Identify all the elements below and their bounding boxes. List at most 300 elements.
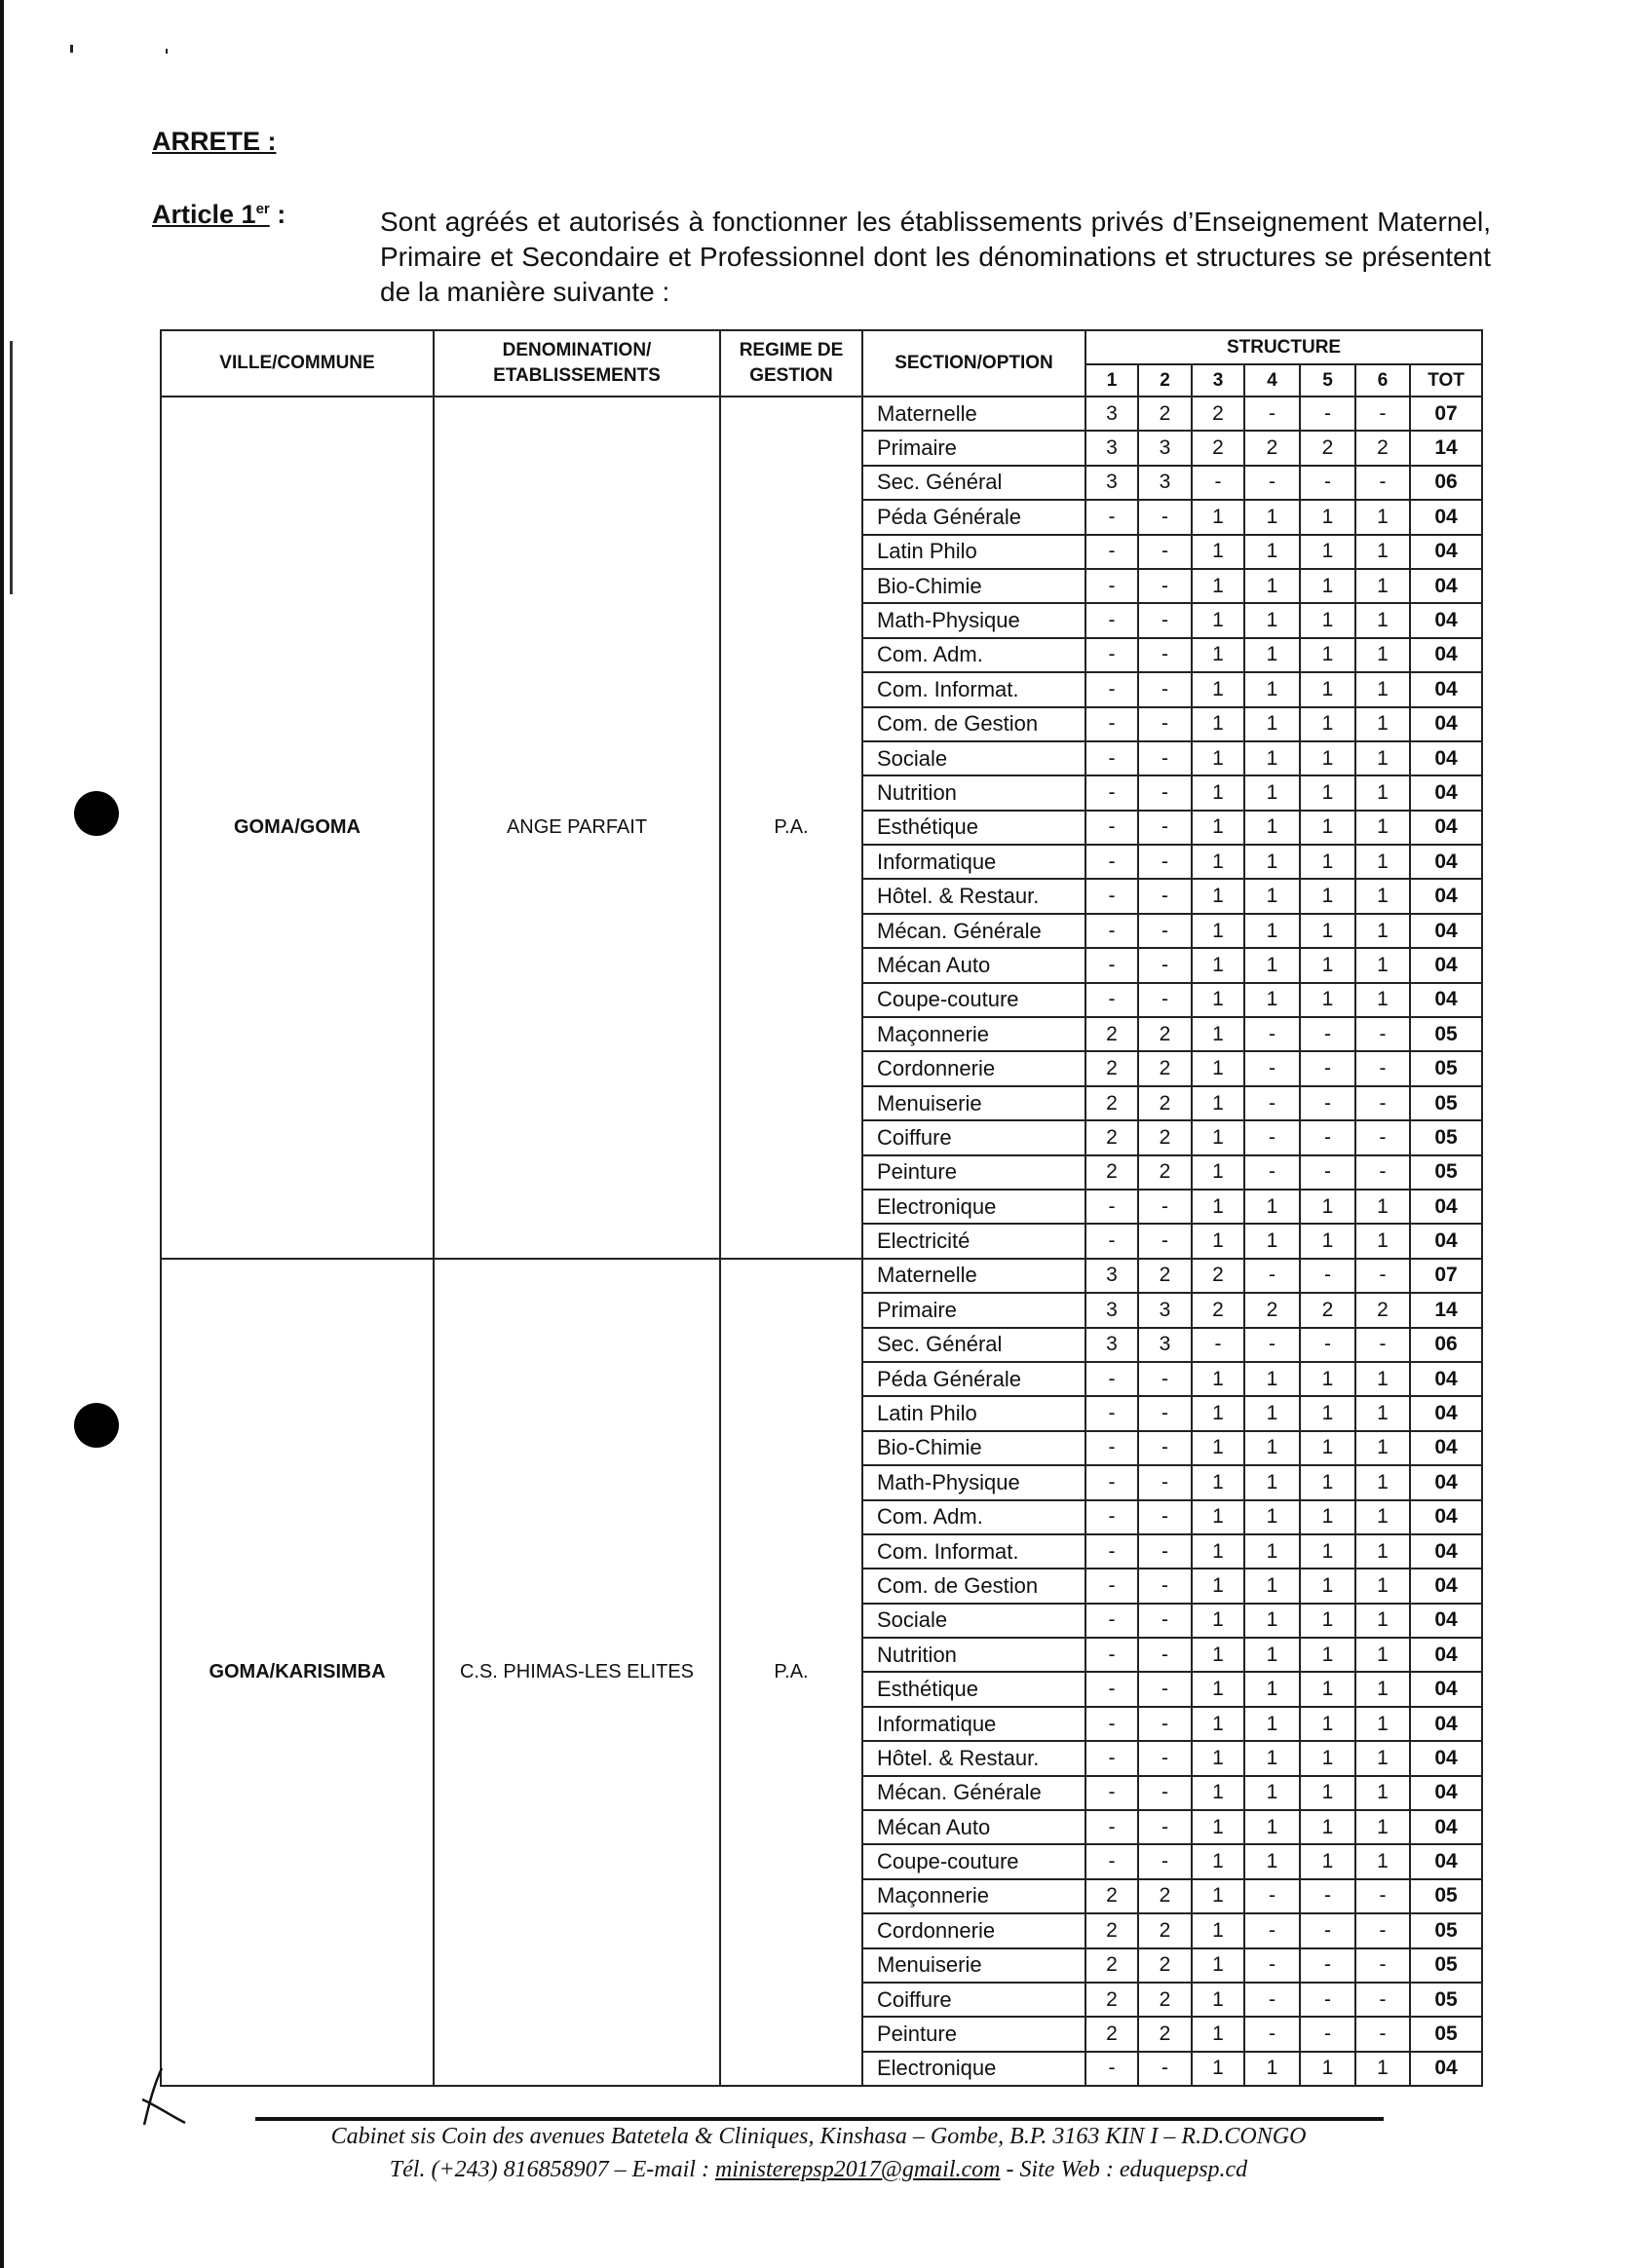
punch-hole — [74, 791, 119, 836]
structure-cell-4: 1 — [1244, 1465, 1300, 1499]
section-option-cell: Com. de Gestion — [862, 1569, 1085, 1603]
section-option-cell: Mécan Auto — [862, 1810, 1085, 1844]
structure-cell-1: - — [1085, 1741, 1138, 1775]
structure-cell-6: 1 — [1355, 707, 1410, 741]
structure-cell-6: 1 — [1355, 1604, 1410, 1638]
structure-cell-2: - — [1138, 638, 1192, 672]
structure-cell-5: - — [1300, 1948, 1355, 1983]
structure-cell-4: - — [1244, 1879, 1300, 1913]
structure-cell-1: 2 — [1085, 2017, 1138, 2051]
structure-cell-2: - — [1138, 1707, 1192, 1741]
structure-cell-5: 1 — [1300, 1534, 1355, 1569]
section-option-cell: Peinture — [862, 1155, 1085, 1190]
structure-cell-3: 1 — [1192, 1500, 1244, 1534]
structure-cell-1: - — [1085, 603, 1138, 637]
structure-cell-5: 1 — [1300, 1396, 1355, 1430]
total-cell: 04 — [1410, 845, 1482, 879]
structure-cell-2: - — [1138, 1844, 1192, 1878]
structure-cell-6: 1 — [1355, 1431, 1410, 1465]
structure-cell-2: 2 — [1138, 397, 1192, 431]
total-cell: 04 — [1410, 1741, 1482, 1775]
punch-hole — [74, 1403, 119, 1448]
structure-cell-1: - — [1085, 2052, 1138, 2086]
structure-cell-2: - — [1138, 707, 1192, 741]
structure-cell-6: - — [1355, 1086, 1410, 1120]
structure-cell-2: 2 — [1138, 1259, 1192, 1293]
structure-cell-1: 2 — [1085, 1913, 1138, 1947]
header-col-5: 5 — [1300, 364, 1355, 397]
structure-cell-6: - — [1355, 1051, 1410, 1085]
structure-cell-3: 1 — [1192, 1362, 1244, 1396]
structure-cell-3: 1 — [1192, 775, 1244, 810]
structure-cell-2: 2 — [1138, 1983, 1192, 2017]
structure-cell-1: - — [1085, 983, 1138, 1017]
structure-cell-5: 2 — [1300, 431, 1355, 465]
structure-cell-4: - — [1244, 1017, 1300, 1051]
total-cell: 04 — [1410, 707, 1482, 741]
group-ville: GOMA/GOMA — [161, 397, 434, 1259]
header-regime-line2: GESTION — [749, 365, 833, 386]
structure-cell-1: 2 — [1085, 1086, 1138, 1120]
header-col-4: 4 — [1244, 364, 1300, 397]
structure-cell-5: 1 — [1300, 1844, 1355, 1878]
structure-cell-6: 2 — [1355, 431, 1410, 465]
structure-cell-2: 3 — [1138, 466, 1192, 500]
structure-cell-3: 2 — [1192, 397, 1244, 431]
structure-cell-5: 1 — [1300, 1672, 1355, 1706]
structure-cell-2: - — [1138, 1431, 1192, 1465]
structure-cell-5: 1 — [1300, 983, 1355, 1017]
structure-cell-6: - — [1355, 2017, 1410, 2051]
structure-cell-2: 2 — [1138, 1017, 1192, 1051]
header-regime — [720, 330, 862, 397]
structure-cell-4: 1 — [1244, 914, 1300, 948]
total-cell: 05 — [1410, 1948, 1482, 1983]
structure-cell-4: - — [1244, 466, 1300, 500]
article-label — [152, 200, 286, 230]
structure-cell-5: - — [1300, 466, 1355, 500]
total-cell: 05 — [1410, 1051, 1482, 1085]
structure-cell-1: 3 — [1085, 1259, 1138, 1293]
total-cell: 04 — [1410, 948, 1482, 982]
structure-cell-6: 2 — [1355, 1293, 1410, 1327]
article-label-sup: er — [255, 201, 270, 217]
structure-cell-3: 1 — [1192, 1948, 1244, 1983]
structure-cell-1: - — [1085, 1604, 1138, 1638]
structure-cell-2: - — [1138, 603, 1192, 637]
section-option-cell: Péda Générale — [862, 500, 1085, 534]
structure-cell-5: 1 — [1300, 1190, 1355, 1224]
section-option-cell: Esthétique — [862, 1672, 1085, 1706]
structure-cell-3: 1 — [1192, 1672, 1244, 1706]
structure-cell-1: 2 — [1085, 1948, 1138, 1983]
section-option-cell: Maternelle — [862, 1259, 1085, 1293]
structure-cell-3: 1 — [1192, 1844, 1244, 1878]
structure-cell-2: - — [1138, 741, 1192, 775]
structure-cell-4: 1 — [1244, 1672, 1300, 1706]
section-option-cell: Primaire — [862, 1293, 1085, 1327]
structure-cell-2: - — [1138, 569, 1192, 603]
structure-cell-2: - — [1138, 948, 1192, 982]
structure-cell-4: - — [1244, 1086, 1300, 1120]
table-row — [161, 1259, 1482, 1293]
structure-cell-4: 1 — [1244, 1638, 1300, 1672]
structure-cell-2: 2 — [1138, 1155, 1192, 1190]
footer-address: Cabinet sis Coin des avenues Batetela & Cliniques, Kinshasa – Gombe, B.P. 3163 KIN I – R.D.CONGO — [330, 2124, 1307, 2149]
structure-cell-1: 2 — [1085, 1983, 1138, 2017]
structure-cell-4: 1 — [1244, 1741, 1300, 1775]
structure-cell-6: 1 — [1355, 1776, 1410, 1810]
total-cell: 04 — [1410, 1776, 1482, 1810]
structure-cell-3: 1 — [1192, 1465, 1244, 1499]
structure-cell-6: 1 — [1355, 845, 1410, 879]
section-option-cell: Menuiserie — [862, 1948, 1085, 1983]
structure-cell-1: - — [1085, 1810, 1138, 1844]
structure-cell-1: 2 — [1085, 1120, 1138, 1154]
structure-cell-3: 1 — [1192, 1810, 1244, 1844]
structure-cell-3: 1 — [1192, 1879, 1244, 1913]
structure-cell-6: 1 — [1355, 1741, 1410, 1775]
structure-cell-1: - — [1085, 672, 1138, 706]
section-option-cell: Coiffure — [862, 1983, 1085, 2017]
structure-cell-3: 1 — [1192, 535, 1244, 569]
structure-cell-5: - — [1300, 1913, 1355, 1947]
structure-cell-1: - — [1085, 1362, 1138, 1396]
structure-cell-4: 1 — [1244, 707, 1300, 741]
structure-cell-4: - — [1244, 2017, 1300, 2051]
structure-cell-2: 3 — [1138, 431, 1192, 465]
structure-cell-2: - — [1138, 1396, 1192, 1430]
structure-cell-1: 3 — [1085, 466, 1138, 500]
structure-cell-4: 1 — [1244, 1534, 1300, 1569]
section-option-cell: Cordonnerie — [862, 1913, 1085, 1947]
structure-cell-1: - — [1085, 1844, 1138, 1878]
structure-cell-4: - — [1244, 1948, 1300, 1983]
structure-cell-4: - — [1244, 1259, 1300, 1293]
total-cell: 04 — [1410, 1672, 1482, 1706]
total-cell: 05 — [1410, 2017, 1482, 2051]
structure-cell-4: - — [1244, 1328, 1300, 1362]
structure-cell-6: - — [1355, 1017, 1410, 1051]
total-cell: 07 — [1410, 1259, 1482, 1293]
structure-cell-6: 1 — [1355, 741, 1410, 775]
structure-cell-5: 1 — [1300, 569, 1355, 603]
structure-cell-5: 1 — [1300, 811, 1355, 845]
header-col-tot: TOT — [1410, 364, 1482, 397]
structure-cell-6: 1 — [1355, 948, 1410, 982]
structure-cell-6: 1 — [1355, 879, 1410, 913]
structure-cell-1: - — [1085, 1396, 1138, 1430]
total-cell: 05 — [1410, 1983, 1482, 2017]
section-option-cell: Coupe-couture — [862, 1844, 1085, 1878]
structure-cell-1: - — [1085, 500, 1138, 534]
structure-cell-2: 2 — [1138, 1086, 1192, 1120]
structure-cell-5: 1 — [1300, 1569, 1355, 1603]
structure-cell-1: - — [1085, 1672, 1138, 1706]
structure-cell-1: - — [1085, 1707, 1138, 1741]
structure-cell-1: - — [1085, 1776, 1138, 1810]
structure-cell-2: 2 — [1138, 1948, 1192, 1983]
total-cell: 06 — [1410, 1328, 1482, 1362]
structure-cell-3: 1 — [1192, 1051, 1244, 1085]
structure-cell-3: 1 — [1192, 1741, 1244, 1775]
structure-cell-4: 1 — [1244, 2052, 1300, 2086]
section-option-cell: Bio-Chimie — [862, 1431, 1085, 1465]
structure-cell-6: 1 — [1355, 1190, 1410, 1224]
footer-contact — [224, 2157, 1413, 2183]
structure-cell-5: 1 — [1300, 672, 1355, 706]
footer-rule — [255, 2117, 1384, 2121]
structure-cell-5: 1 — [1300, 1638, 1355, 1672]
structure-cell-3: 1 — [1192, 1534, 1244, 1569]
structure-cell-6: 1 — [1355, 1362, 1410, 1396]
structure-cell-3: 1 — [1192, 1155, 1244, 1190]
section-option-cell: Primaire — [862, 431, 1085, 465]
structure-cell-6: 1 — [1355, 1224, 1410, 1258]
section-option-cell: Peinture — [862, 2017, 1085, 2051]
structure-cell-6: 1 — [1355, 811, 1410, 845]
section-option-cell: Maçonnerie — [862, 1017, 1085, 1051]
structure-cell-5: - — [1300, 1017, 1355, 1051]
structure-cell-2: - — [1138, 914, 1192, 948]
structure-cell-6: - — [1355, 1328, 1410, 1362]
scan-speck — [166, 49, 168, 54]
section-option-cell: Informatique — [862, 1707, 1085, 1741]
section-option-cell: Com. Adm. — [862, 1500, 1085, 1534]
total-cell: 07 — [1410, 397, 1482, 431]
structure-cell-6: - — [1355, 1913, 1410, 1947]
section-option-cell: Hôtel. & Restaur. — [862, 1741, 1085, 1775]
structure-cell-1: - — [1085, 1224, 1138, 1258]
structure-cell-4: 1 — [1244, 603, 1300, 637]
structure-cell-1: - — [1085, 775, 1138, 810]
header-denomination-line2: ETABLISSEMENTS — [493, 365, 661, 386]
total-cell: 05 — [1410, 1155, 1482, 1190]
structure-cell-6: 1 — [1355, 775, 1410, 810]
structure-cell-6: - — [1355, 1879, 1410, 1913]
structure-cell-4: - — [1244, 1983, 1300, 2017]
total-cell: 04 — [1410, 775, 1482, 810]
section-option-cell: Mécan. Générale — [862, 1776, 1085, 1810]
group-regime: P.A. — [720, 1259, 862, 2086]
total-cell: 04 — [1410, 2052, 1482, 2086]
total-cell: 06 — [1410, 466, 1482, 500]
structure-cell-6: - — [1355, 1948, 1410, 1983]
structure-cell-1: - — [1085, 845, 1138, 879]
header-regime-line1: REGIME DE — [739, 340, 844, 360]
structure-cell-3: 1 — [1192, 1017, 1244, 1051]
structure-cell-6: - — [1355, 466, 1410, 500]
structure-cell-1: 2 — [1085, 1017, 1138, 1051]
structure-cell-6: 1 — [1355, 535, 1410, 569]
structure-cell-5: 1 — [1300, 1362, 1355, 1396]
structure-cell-2: - — [1138, 1500, 1192, 1534]
section-option-cell: Com. Informat. — [862, 672, 1085, 706]
structure-cell-5: 1 — [1300, 1431, 1355, 1465]
structure-cell-6: 1 — [1355, 983, 1410, 1017]
structure-cell-3: 1 — [1192, 707, 1244, 741]
structure-cell-2: 3 — [1138, 1328, 1192, 1362]
total-cell: 04 — [1410, 914, 1482, 948]
structure-cell-4: 1 — [1244, 811, 1300, 845]
structure-cell-5: 1 — [1300, 914, 1355, 948]
structure-cell-1: - — [1085, 741, 1138, 775]
structure-cell-3: 1 — [1192, 1224, 1244, 1258]
structure-cell-3: 1 — [1192, 638, 1244, 672]
structure-cell-2: - — [1138, 1604, 1192, 1638]
structure-cell-4: 1 — [1244, 672, 1300, 706]
total-cell: 04 — [1410, 535, 1482, 569]
structure-cell-3: 1 — [1192, 1707, 1244, 1741]
total-cell: 04 — [1410, 879, 1482, 913]
structure-cell-4: 1 — [1244, 1569, 1300, 1603]
group-denomination: ANGE PARFAIT — [434, 397, 720, 1259]
total-cell: 14 — [1410, 431, 1482, 465]
total-cell: 04 — [1410, 1500, 1482, 1534]
structure-cell-1: 3 — [1085, 1293, 1138, 1327]
structure-cell-3: 1 — [1192, 1086, 1244, 1120]
structure-table — [160, 329, 1483, 2087]
structure-cell-1: - — [1085, 535, 1138, 569]
footer-email-link[interactable]: ministerepsp2017@gmail.com — [714, 2157, 1001, 2182]
total-cell: 04 — [1410, 1638, 1482, 1672]
total-cell: 04 — [1410, 1534, 1482, 1569]
structure-cell-1: - — [1085, 1465, 1138, 1499]
total-cell: 04 — [1410, 1569, 1482, 1603]
total-cell: 04 — [1410, 1362, 1482, 1396]
structure-cell-4: 1 — [1244, 1190, 1300, 1224]
footer-website: - Site Web : eduquepsp.cd — [1000, 2157, 1248, 2182]
structure-cell-4: 1 — [1244, 1810, 1300, 1844]
header-col-2: 2 — [1138, 364, 1192, 397]
structure-cell-3: 1 — [1192, 811, 1244, 845]
structure-cell-6: 1 — [1355, 1707, 1410, 1741]
structure-cell-6: 1 — [1355, 1534, 1410, 1569]
structure-cell-6: 1 — [1355, 1810, 1410, 1844]
structure-cell-5: 1 — [1300, 500, 1355, 534]
structure-cell-6: - — [1355, 1120, 1410, 1154]
section-option-cell: Hôtel. & Restaur. — [862, 879, 1085, 913]
section-option-cell: Com. de Gestion — [862, 707, 1085, 741]
structure-cell-6: - — [1355, 1983, 1410, 2017]
section-option-cell: Math-Physique — [862, 603, 1085, 637]
structure-cell-2: - — [1138, 500, 1192, 534]
scan-speck — [70, 45, 73, 53]
structure-cell-2: - — [1138, 1190, 1192, 1224]
structure-cell-3: 1 — [1192, 914, 1244, 948]
section-option-cell: Math-Physique — [862, 1465, 1085, 1499]
total-cell: 04 — [1410, 1844, 1482, 1878]
structure-cell-1: 3 — [1085, 1328, 1138, 1362]
total-cell: 04 — [1410, 603, 1482, 637]
structure-cell-2: - — [1138, 983, 1192, 1017]
structure-cell-5: - — [1300, 1086, 1355, 1120]
total-cell: 04 — [1410, 569, 1482, 603]
structure-cell-3: 2 — [1192, 1293, 1244, 1327]
structure-cell-3: - — [1192, 1328, 1244, 1362]
structure-cell-1: - — [1085, 1431, 1138, 1465]
structure-cell-4: 1 — [1244, 1362, 1300, 1396]
structure-cell-2: 2 — [1138, 1913, 1192, 1947]
structure-cell-6: 1 — [1355, 914, 1410, 948]
structure-cell-4: 1 — [1244, 1431, 1300, 1465]
structure-cell-3: 1 — [1192, 1776, 1244, 1810]
structure-cell-5: 1 — [1300, 1604, 1355, 1638]
structure-cell-5: 1 — [1300, 879, 1355, 913]
total-cell: 04 — [1410, 1707, 1482, 1741]
structure-cell-1: 2 — [1085, 1051, 1138, 1085]
structure-cell-2: - — [1138, 2052, 1192, 2086]
structure-cell-4: 1 — [1244, 1224, 1300, 1258]
structure-cell-4: 1 — [1244, 983, 1300, 1017]
article-text: Sont agréés et autorisés à fonctionner les établissements privés d’Enseignement Maternel, Primaire et Secondaire et Professionnel dont les dénominations et structures se présentent de la manière suivante : — [380, 207, 1491, 307]
section-option-cell: Informatique — [862, 845, 1085, 879]
structure-cell-4: 2 — [1244, 431, 1300, 465]
structure-cell-5: 2 — [1300, 1293, 1355, 1327]
header-ville: VILLE/COMMUNE — [161, 330, 434, 397]
structure-cell-3: 1 — [1192, 1431, 1244, 1465]
structure-cell-3: 1 — [1192, 845, 1244, 879]
structure-cell-5: - — [1300, 1120, 1355, 1154]
total-cell: 05 — [1410, 1120, 1482, 1154]
structure-cell-1: - — [1085, 914, 1138, 948]
section-option-cell: Electricité — [862, 1224, 1085, 1258]
section-option-cell: Com. Informat. — [862, 1534, 1085, 1569]
scan-edge — [0, 0, 4, 2268]
structure-cell-6: 1 — [1355, 2052, 1410, 2086]
total-cell: 04 — [1410, 1465, 1482, 1499]
structure-cell-3: 1 — [1192, 879, 1244, 913]
section-option-cell: Maçonnerie — [862, 1879, 1085, 1913]
total-cell: 04 — [1410, 1190, 1482, 1224]
structure-cell-1: - — [1085, 1569, 1138, 1603]
structure-cell-3: 1 — [1192, 1120, 1244, 1154]
structure-cell-4: - — [1244, 397, 1300, 431]
section-option-cell: Esthétique — [862, 811, 1085, 845]
structure-cell-5: 1 — [1300, 2052, 1355, 2086]
structure-cell-2: 2 — [1138, 1051, 1192, 1085]
structure-cell-3: 1 — [1192, 1190, 1244, 1224]
structure-cell-3: 1 — [1192, 1396, 1244, 1430]
structure-cell-3: 2 — [1192, 431, 1244, 465]
structure-cell-5: 1 — [1300, 1810, 1355, 1844]
total-cell: 04 — [1410, 672, 1482, 706]
structure-cell-2: - — [1138, 535, 1192, 569]
structure-cell-5: 1 — [1300, 1741, 1355, 1775]
structure-cell-5: - — [1300, 1155, 1355, 1190]
structure-cell-3: - — [1192, 466, 1244, 500]
structure-cell-6: 1 — [1355, 672, 1410, 706]
header-denomination-line1: DENOMINATION/ — [502, 340, 652, 360]
section-option-cell: Latin Philo — [862, 1396, 1085, 1430]
section-option-cell: Electronique — [862, 1190, 1085, 1224]
header-denomination — [434, 330, 720, 397]
structure-cell-3: 1 — [1192, 500, 1244, 534]
structure-cell-1: - — [1085, 1638, 1138, 1672]
structure-cell-6: - — [1355, 397, 1410, 431]
section-option-cell: Nutrition — [862, 1638, 1085, 1672]
structure-cell-2: - — [1138, 1776, 1192, 1810]
structure-cell-1: - — [1085, 948, 1138, 982]
section-option-cell: Latin Philo — [862, 535, 1085, 569]
total-cell: 04 — [1410, 1431, 1482, 1465]
section-option-cell: Coupe-couture — [862, 983, 1085, 1017]
structure-cell-5: 1 — [1300, 741, 1355, 775]
footer-phone: Tél. (+243) 816858907 – E-mail : — [389, 2157, 715, 2182]
structure-cell-3: 1 — [1192, 948, 1244, 982]
structure-cell-5: 1 — [1300, 603, 1355, 637]
structure-cell-6: 1 — [1355, 1500, 1410, 1534]
